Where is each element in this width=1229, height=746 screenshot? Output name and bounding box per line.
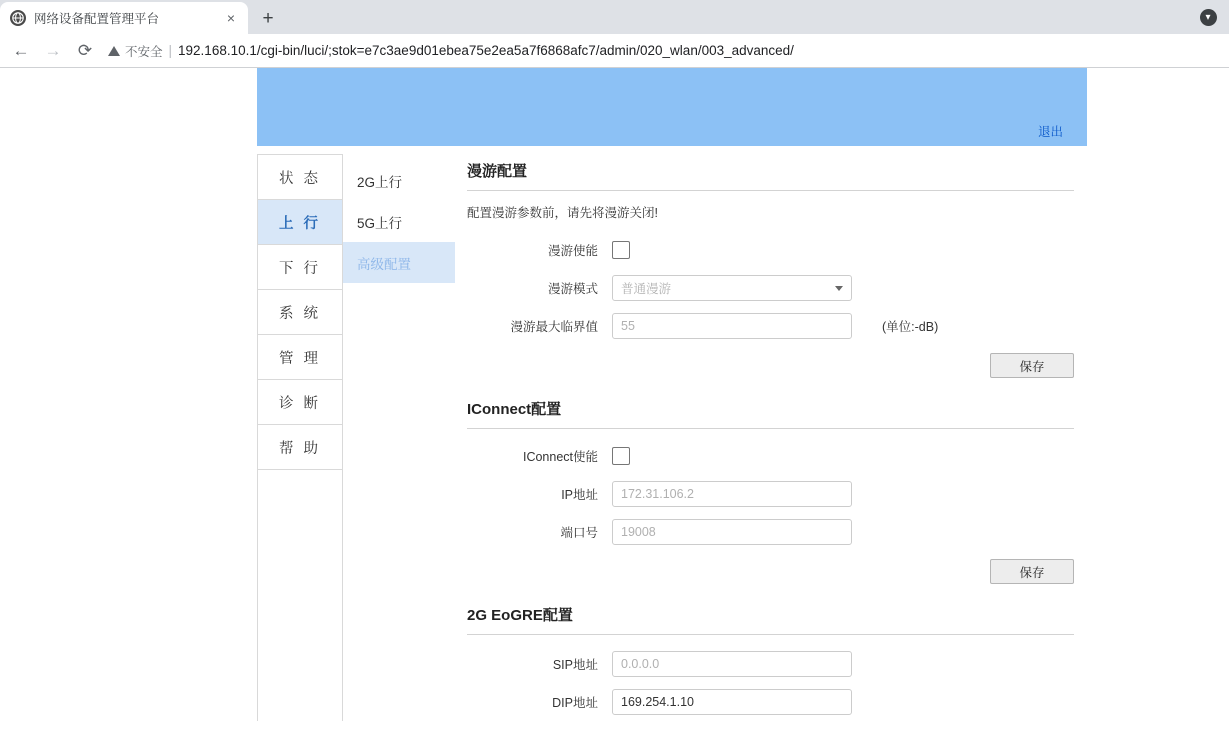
submenu [343,154,455,721]
chevron-down-icon [835,286,843,291]
section-title-eogre: 2G EoGRE配置 [467,604,1074,635]
new-tab-button[interactable]: + [262,7,274,29]
roaming-mode-row [467,269,1087,307]
roaming-mode-label: 漫游模式 [547,282,598,296]
reload-button[interactable]: ⟳ [77,40,93,60]
roaming-save-button[interactable]: 保存 [990,353,1074,378]
iconnect-port-row [467,513,1087,551]
roaming-threshold-row [467,307,1087,345]
roaming-mode-value: 普通漫游 [621,282,672,296]
eogre-dip-label: DIP地址 [552,696,598,710]
sidebar-item-uplink[interactable]: 上 行 [258,200,342,245]
roaming-threshold-label: 漫游最大临界值 [510,320,598,334]
address-bar[interactable] [108,38,1223,64]
site-banner [257,68,1087,146]
warning-triangle-icon [108,46,120,56]
roaming-enable-row [467,231,1087,269]
browser-toolbar [0,34,1229,68]
chevron-down-icon: ▾ [1200,9,1217,26]
submenu-item-advanced[interactable]: 高级配置 [343,242,455,283]
back-button[interactable]: ← [12,40,30,60]
globe-icon [10,10,26,26]
iconnect-ip-row [467,475,1087,513]
sidebar-menu [257,154,343,721]
eogre-dip-input[interactable] [612,689,852,715]
sidebar-item-diagnostics[interactable]: 诊 断 [258,380,342,425]
iconnect-enable-checkbox[interactable] [612,447,630,465]
close-icon[interactable]: × [226,10,236,26]
roaming-enable-checkbox[interactable] [612,241,630,259]
url-text: 192.168.10.1/cgi-bin/luci/;stok=e7c3ae9d01ebea75e2ea5a7f6868afc7/admin/020_wlan/003_advanced/ [178,43,794,58]
omnibox-separator: | [168,43,173,58]
roaming-hint: 配置漫游参数前，请先将漫游关闭! [467,206,658,220]
iconnect-enable-label: IConnect使能 [522,450,598,464]
not-secure-badge[interactable] [108,42,163,60]
section-title-roaming: 漫游配置 [467,160,1074,191]
sidebar-item-management[interactable]: 管 理 [258,335,342,380]
sidebar-item-system[interactable]: 系 统 [258,290,342,335]
eogre-dip-row [467,683,1087,721]
iconnect-ip-input[interactable] [612,481,852,507]
iconnect-save-button[interactable]: 保存 [990,559,1074,584]
page-viewport [0,68,1229,746]
submenu-item-5g-uplink[interactable]: 5G上行 [357,215,403,231]
roaming-mode-select[interactable] [612,275,852,301]
tab-strip [0,0,1229,34]
iconnect-ip-label: IP地址 [561,488,598,502]
browser-tab[interactable] [0,2,248,34]
submenu-item-2g-uplink[interactable]: 2G上行 [357,174,403,190]
sidebar-item-downlink[interactable]: 下 行 [258,245,342,290]
window-menu-button[interactable] [1195,4,1221,30]
roaming-enable-label: 漫游使能 [547,244,598,258]
roaming-threshold-input[interactable] [612,313,852,339]
section-title-iconnect: IConnect配置 [467,398,1074,429]
tab-title: 网络设备配置管理平台 [34,12,160,26]
page-content [257,68,1087,721]
settings-form [455,146,1087,721]
sidebar-item-status[interactable]: 状 态 [258,155,342,200]
forward-button[interactable]: → [44,40,62,60]
page-body [257,146,1087,721]
sidebar-item-help[interactable]: 帮 助 [258,425,342,470]
eogre-sip-row [467,645,1087,683]
iconnect-button-row [467,559,1074,584]
security-label: 不安全 [125,44,163,59]
logout-link[interactable]: 退出 [1037,125,1063,139]
roaming-button-row [467,353,1074,378]
iconnect-port-input[interactable] [612,519,852,545]
roaming-threshold-unit: (单位:-dB) [882,320,939,334]
iconnect-port-label: 端口号 [560,526,598,540]
iconnect-enable-row [467,437,1087,475]
eogre-sip-input[interactable] [612,651,852,677]
eogre-sip-label: SIP地址 [552,658,598,672]
